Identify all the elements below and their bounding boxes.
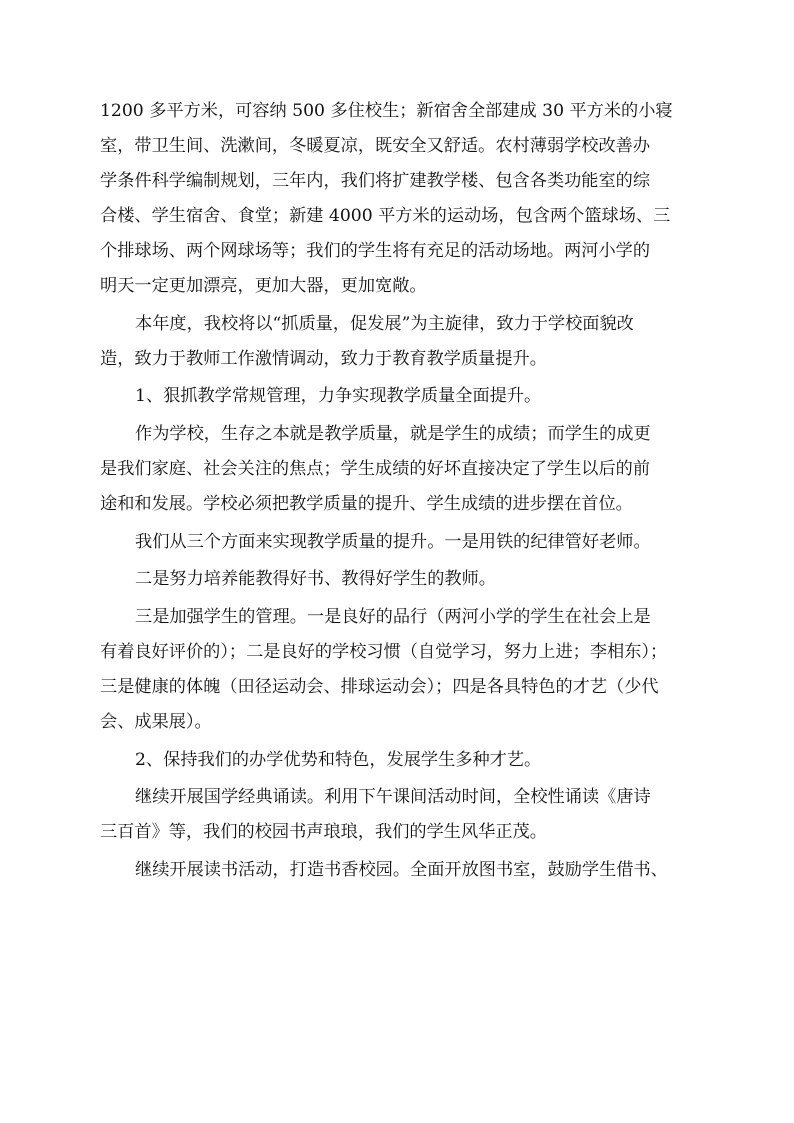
paragraph-line: 作为学校，生存之本就是教学质量，就是学生的成绩；而学生的成更 [135,424,651,444]
paragraph-line: 本年度，我校将以“抓质量，促发展”为主旋律，致力于学校面貌改 [135,314,634,334]
paragraph-line: 是我们家庭、社会关注的焦点；学生成绩的好坏直接决定了学生以后的前 [100,459,651,479]
paragraph-line: 会、成果展）。 [100,712,212,732]
paragraph-line: 三是加强学生的管理。一是良好的品行（两河小学的学生在社会上是 [135,607,651,627]
paragraph-line: 造，致力于教师工作激情调动，致力于教育教学质量提升。 [100,349,547,369]
paragraph-line: 三百首》等，我们的校园书声琅琅，我们的学生风华正茂。 [100,822,547,842]
section-heading: 2、保持我们的办学优势和特色，发展学生多种才艺。 [135,750,542,770]
paragraph-line: 有着良好评价的）；二是良好的学校习惯（自觉学习，努力上进；李相东）； [100,642,668,662]
section-heading: 1、狠抓教学常规管理，力争实现教学质量全面提升。 [135,386,542,406]
paragraph-line: 继续开展读书活动，打造书香校园。全面开放图书室，鼓励学生借书、 [135,860,668,880]
paragraph-line: 合楼、学生宿舍、食堂；新建 4000 平方米的运动场，包含两个篮球场、三 [100,206,671,226]
paragraph-line: 明天一定更加漂亮，更加大器，更加宽敞。 [100,276,427,296]
paragraph-line: 1200 多平方米，可容纳 500 多住校生；新宿舍全部建成 30 平方米的小寝 [100,101,673,121]
paragraph-line: 途和和发展。学校必须把教学质量的提升、学生成绩的进步摆在首位。 [100,494,633,514]
paragraph-line: 学条件科学编制规划，三年内，我们将扩建教学楼、包含各类功能室的综 [100,171,651,191]
paragraph-line: 室，带卫生间、洗漱间，冬暖夏凉，既安全又舒适。农村薄弱学校改善办 [100,136,651,156]
paragraph-line: 个排球场、两个网球场等；我们的学生将有充足的活动场地。两河小学的 [100,241,651,261]
paragraph-line: 二是努力培养能教得好书、教得好学生的教师。 [135,569,496,589]
paragraph-line: 三是健康的体魄（田径运动会、排球运动会）；四是各具特色的才艺（少代 [100,677,659,697]
paragraph-line: 继续开展国学经典诵读。利用下午课间活动时间，全校性诵读《唐诗 [135,787,651,807]
paragraph-line: 我们从三个方面来实现教学质量的提升。一是用铁的纪律管好老师。 [135,532,651,552]
